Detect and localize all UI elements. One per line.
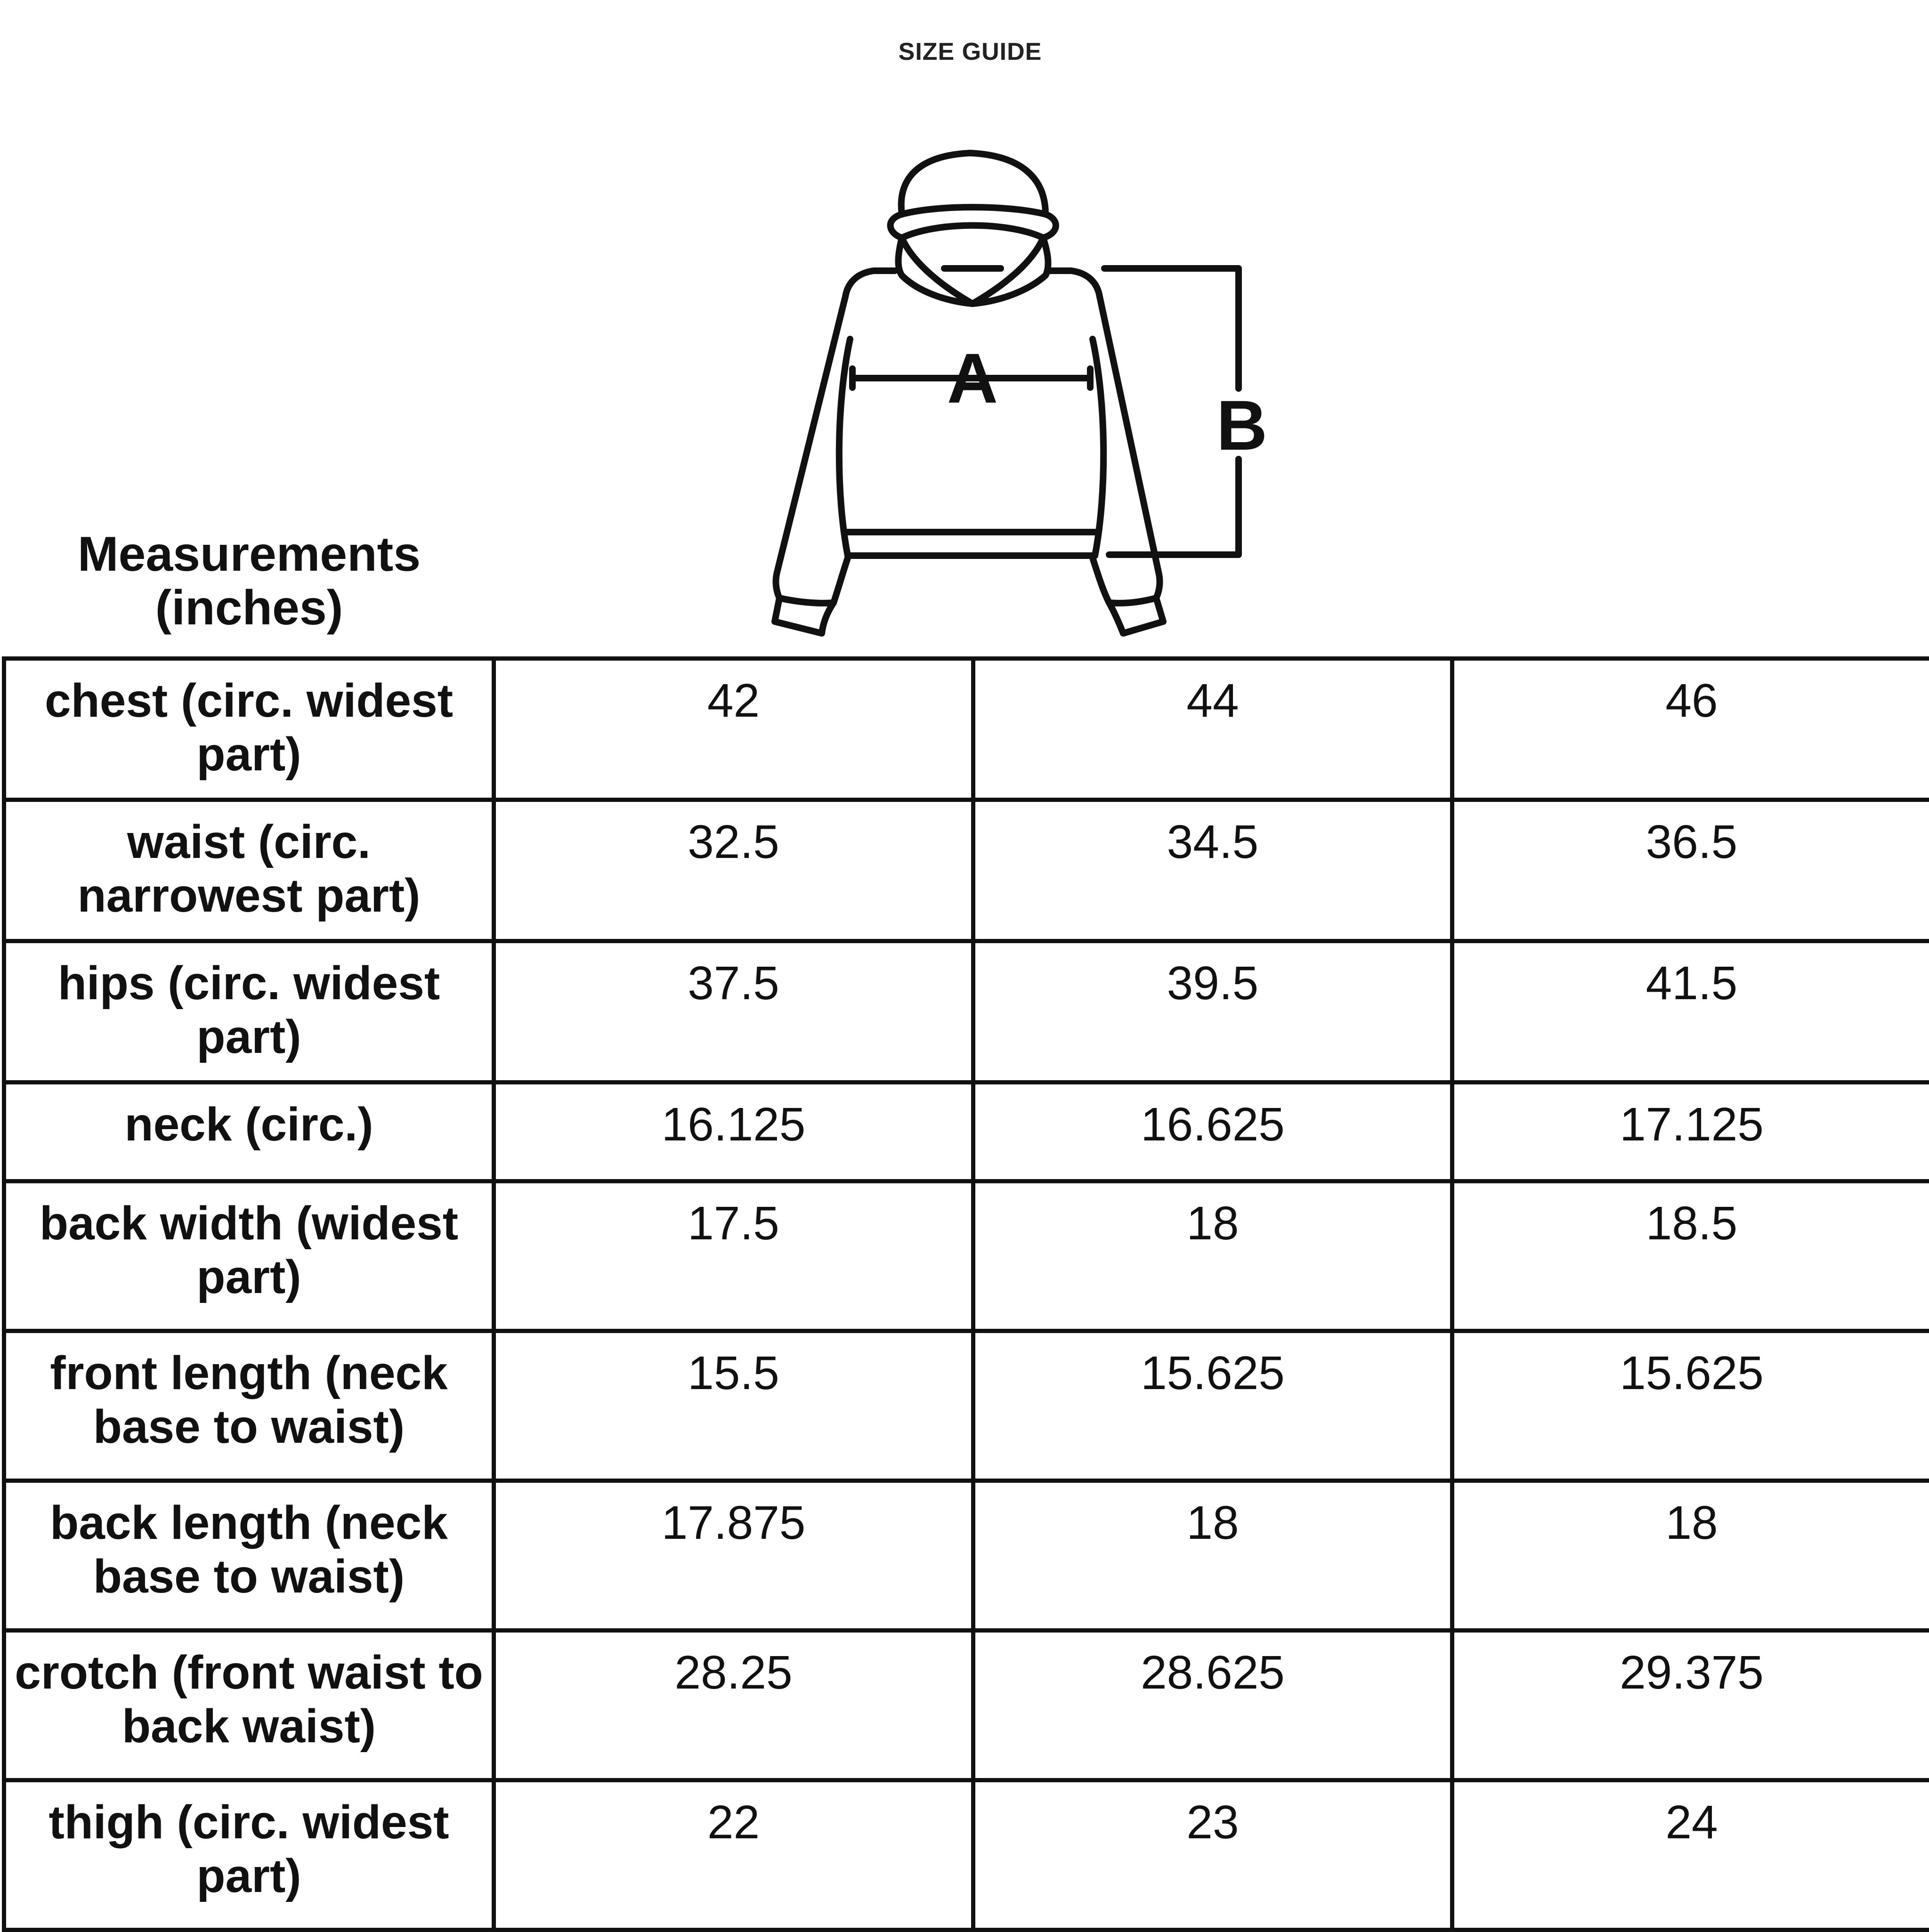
cell-value: 22 <box>494 1780 973 1930</box>
left-cuff <box>775 598 834 633</box>
cell-value: 23 <box>973 1780 1452 1930</box>
row-label: hips (circ. widest part) <box>4 941 494 1083</box>
cell-value: 15.5 <box>494 1331 973 1481</box>
cell-value: 18 <box>973 1181 1452 1331</box>
size-table <box>2 656 1929 1932</box>
cell-value: 32.5 <box>494 800 973 941</box>
table-row <box>4 1780 1929 1930</box>
left-sleeve-outer <box>776 297 845 598</box>
table-row <box>4 1083 1929 1181</box>
measure-b-top <box>1104 268 1239 388</box>
cell-value: 18 <box>973 1481 1452 1631</box>
right-cuff <box>1109 598 1163 633</box>
cell-value: 41.5 <box>1452 941 1929 1083</box>
cell-value: 16.125 <box>494 1083 973 1181</box>
cell-value: 18 <box>1452 1481 1929 1631</box>
cell-value: 16.625 <box>973 1083 1452 1181</box>
row-label: crotch (front waist to back waist) <box>4 1631 494 1780</box>
row-label: back length (neck base to waist) <box>4 1481 494 1631</box>
cell-value: 42 <box>494 659 973 800</box>
measurements-heading <box>0 527 498 635</box>
cell-value: 17.875 <box>494 1481 973 1631</box>
table-row <box>4 1631 1929 1780</box>
left-sleeve-inner <box>834 558 848 603</box>
table-row <box>4 1331 1929 1481</box>
measure-a-label: A <box>947 339 998 418</box>
body-left-side <box>839 339 850 556</box>
row-label: front length (neck base to waist) <box>4 1331 494 1481</box>
row-label: waist (circ. narrowest part) <box>4 800 494 941</box>
cell-value: 37.5 <box>494 941 973 1083</box>
right-shoulder <box>1050 271 1100 297</box>
cell-value: 24 <box>1452 1780 1929 1930</box>
measurements-heading-line2: (inches) <box>0 581 498 635</box>
cell-value: 15.625 <box>1452 1331 1929 1481</box>
cell-value: 46 <box>1452 659 1929 800</box>
cell-value: 17.125 <box>1452 1083 1929 1181</box>
body-right-side <box>1093 339 1103 556</box>
cell-value: 28.625 <box>973 1631 1452 1780</box>
cell-value: 44 <box>973 659 1452 800</box>
measurements-heading-line1: Measurements <box>0 527 498 581</box>
hood-brim <box>891 207 1056 238</box>
cell-value: 17.5 <box>494 1181 973 1331</box>
cell-value: 28.25 <box>494 1631 973 1780</box>
row-label: back width (widest part) <box>4 1181 494 1331</box>
cell-value: 39.5 <box>973 941 1452 1083</box>
cell-value: 36.5 <box>1452 800 1929 941</box>
measure-b-bottom <box>1109 459 1239 555</box>
row-label: neck (circ.) <box>4 1083 494 1181</box>
measure-b-label: B <box>1216 386 1267 465</box>
table-row <box>4 1481 1929 1631</box>
table-row <box>4 800 1929 941</box>
left-shoulder <box>845 271 895 297</box>
page-title: SIZE GUIDE <box>0 38 1929 66</box>
cell-value: 29.375 <box>1452 1631 1929 1780</box>
table-row <box>4 1181 1929 1331</box>
table-row <box>4 941 1929 1083</box>
table-row <box>4 659 1929 800</box>
cell-value: 18.5 <box>1452 1181 1929 1331</box>
cell-value: 34.5 <box>973 800 1452 941</box>
cell-value: 15.625 <box>973 1331 1452 1481</box>
row-label: chest (circ. widest part) <box>4 659 494 800</box>
row-label: thigh (circ. widest part) <box>4 1780 494 1930</box>
right-sleeve-inner <box>1093 558 1109 603</box>
